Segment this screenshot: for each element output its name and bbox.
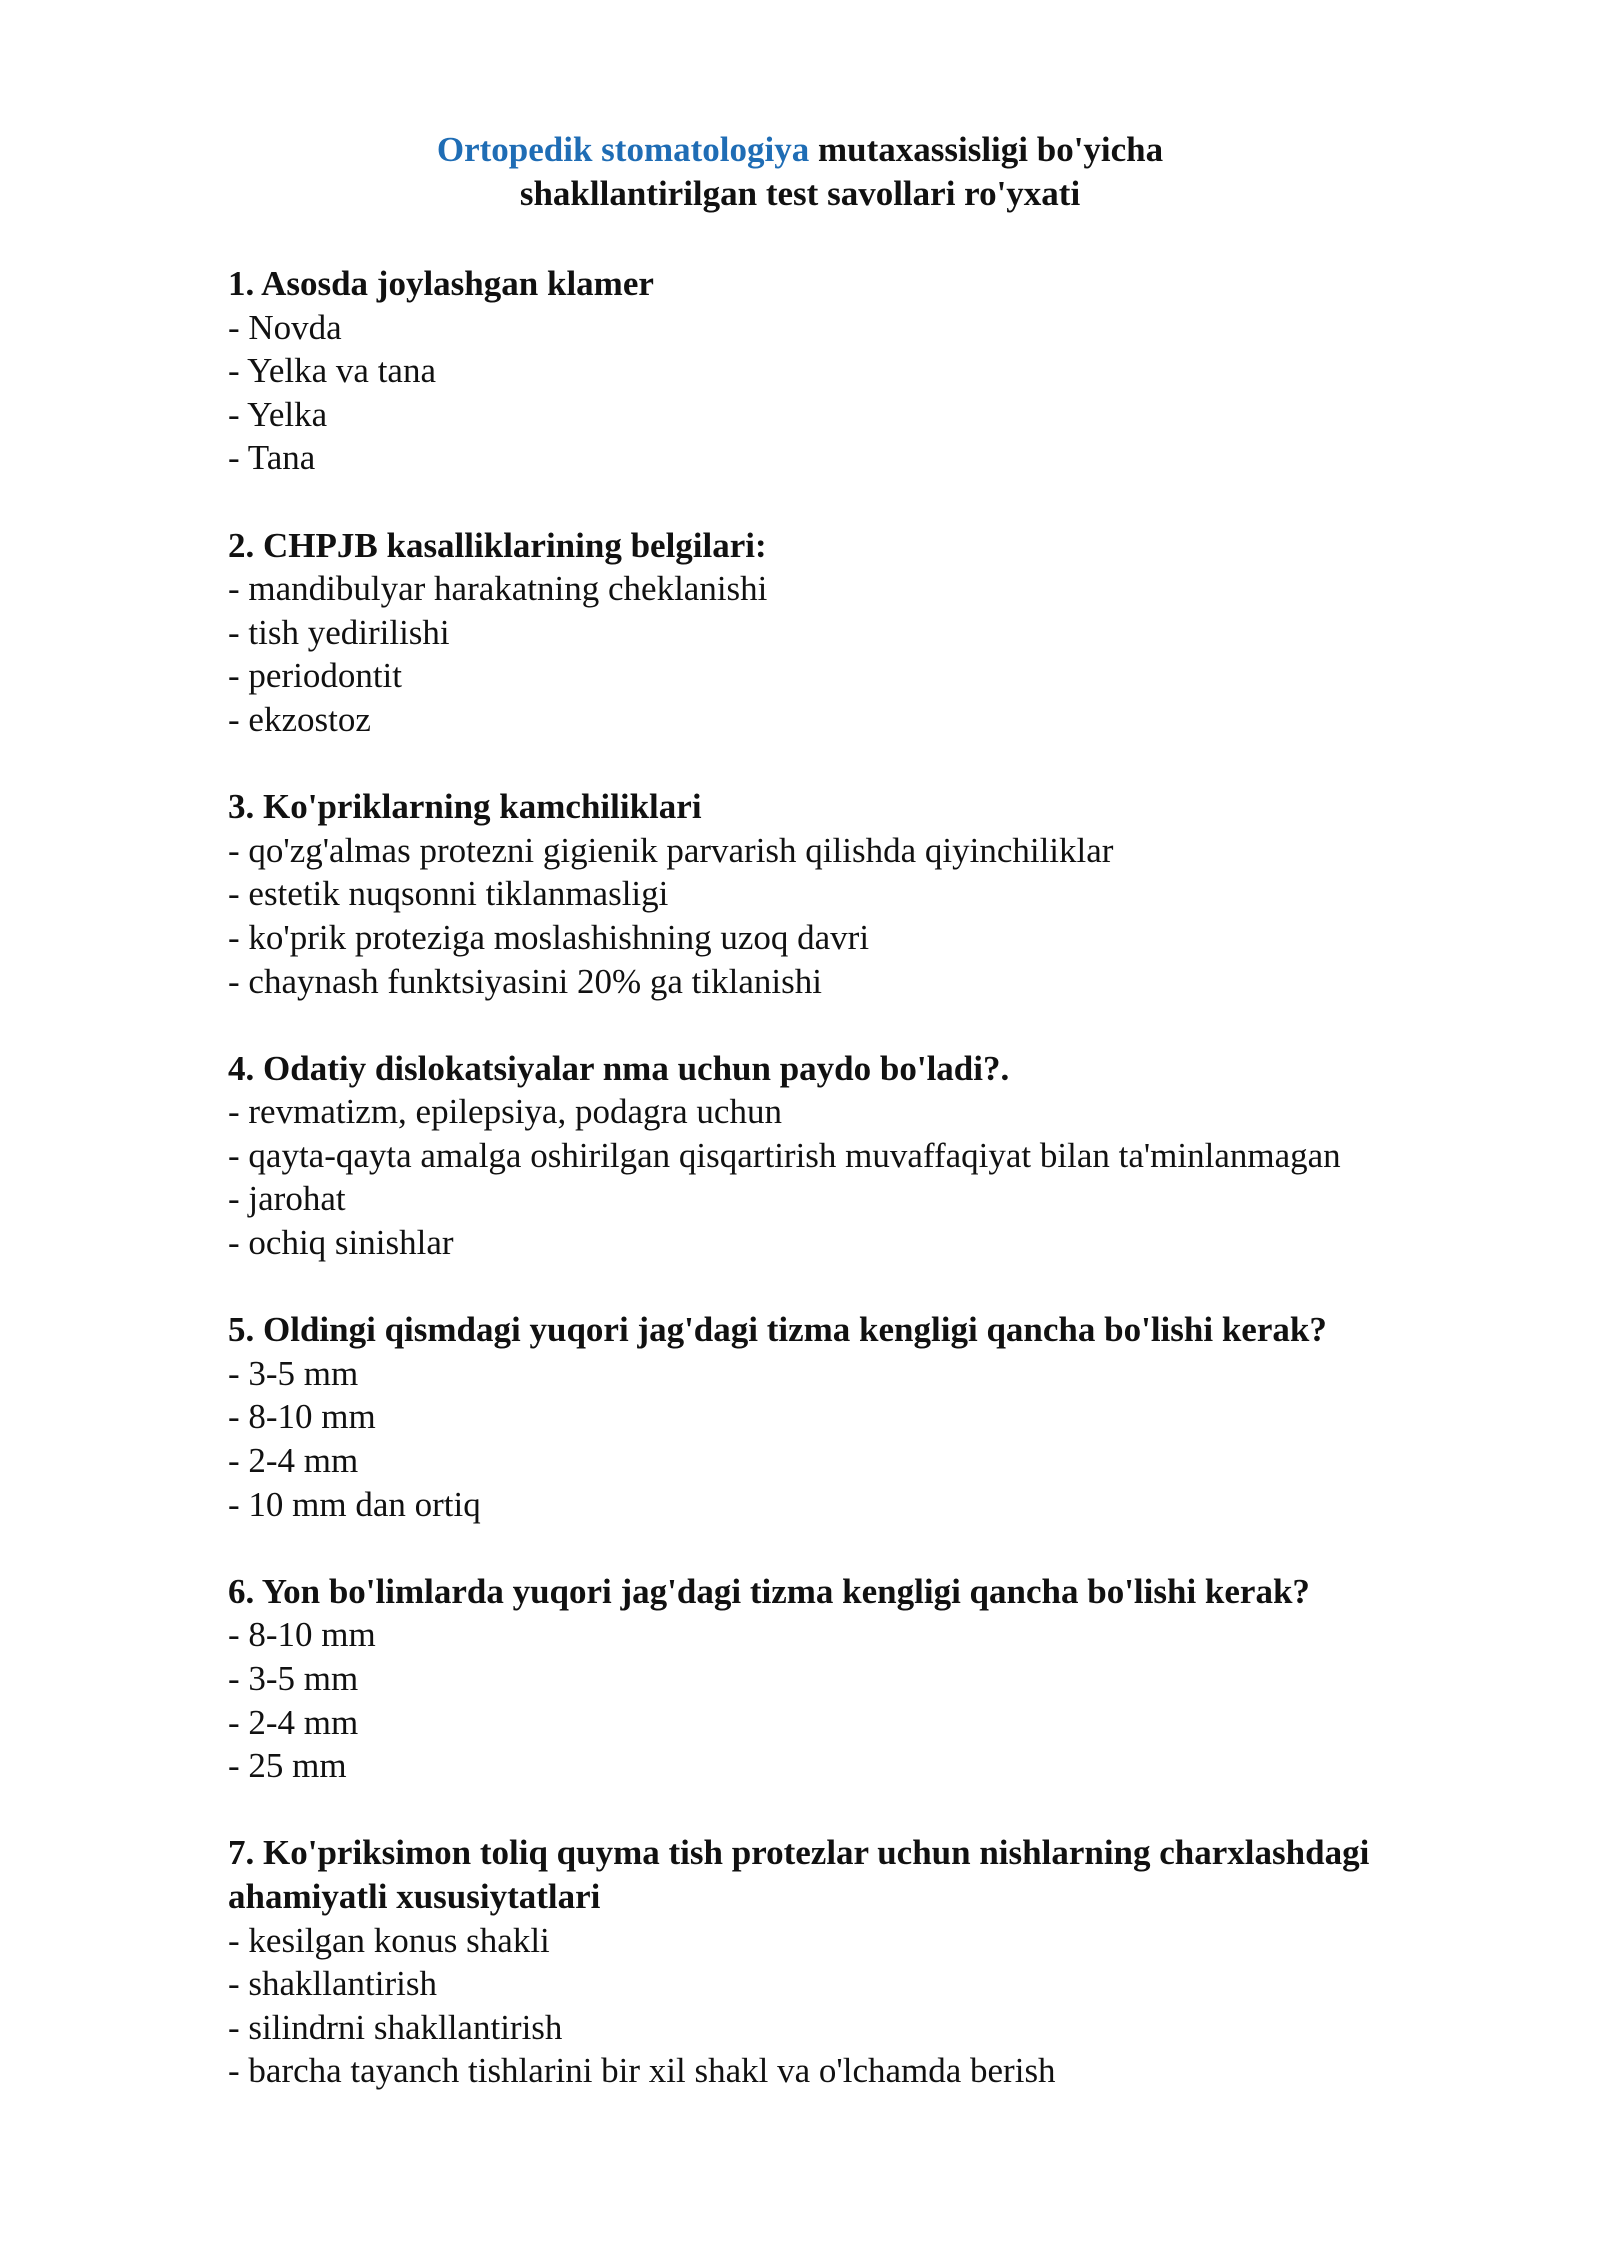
answer-option: - Tana	[228, 438, 316, 478]
answer-option: - 10 mm dan ortiq	[228, 1484, 481, 1524]
answer-option: - ochiq sinishlar	[228, 1223, 454, 1263]
title-line-2: shakllantirilgan test savollari ro'yxati	[519, 174, 1081, 213]
answer-option: - shakllantirish	[228, 1964, 437, 2004]
answer-option: - 2-4 mm	[228, 1441, 359, 1481]
answer-option: - 25 mm	[228, 1746, 347, 1786]
answer-option: - silindrni shakllantirish	[228, 2007, 563, 2047]
question-5	[228, 1308, 1528, 1526]
answer-option: - 3-5 mm	[228, 1659, 359, 1698]
answer-option: - Yelka va tana	[228, 351, 437, 391]
question-title: 7. Ko'priksimon toliq quyma tish protezlar uchun nishlarning charxlashdagi ahamiyatli xususiytatlari	[228, 1833, 1370, 1916]
answer-option: - estetik nuqsonni tiklanmasligi	[228, 874, 669, 914]
question-7	[228, 1831, 1528, 2093]
title-rest: mutaxassisligi bo'yicha	[809, 130, 1164, 169]
title-accent: Ortopedik stomatologiya	[436, 130, 810, 169]
answer-option: - 8-10 mm	[228, 1615, 376, 1655]
title-line-1	[0, 128, 1600, 172]
answer-option: - ko'prik proteziga moslashishning uzoq davri	[228, 917, 870, 957]
question-title: 6. Yon bo'limlarda yuqori jag'dagi tizma kengligi qancha bo'lishi kerak?	[228, 1571, 1310, 1611]
question-3	[228, 785, 1528, 1003]
question-title: 4. Odatiy dislokatsiyalar nma uchun paydo bo'ladi?.	[228, 1048, 1010, 1088]
answer-option: - kesilgan konus shakli	[228, 1920, 550, 1960]
question-title: 2. CHPJB kasalliklarining belgilari:	[228, 525, 767, 565]
answer-option: - 2-4 mm	[228, 1702, 359, 1742]
answer-option: - Novda	[228, 307, 342, 347]
answer-option: - qayta-qayta amalga oshirilgan qisqartirish muvaffaqiyat bilan ta'minlanmagan	[228, 1135, 1341, 1175]
question-list	[228, 262, 1528, 2137]
question-6	[228, 1570, 1528, 1788]
answer-option: - chaynash funktsiyasini 20% ga tiklanishi	[228, 961, 822, 1001]
answer-option: - 3-5 mm	[228, 1353, 359, 1393]
answer-option: - revmatizm, epilepsiya, podagra uchun	[228, 1092, 782, 1132]
question-4	[228, 1047, 1528, 1265]
answer-option: - ekzostoz	[228, 699, 371, 739]
question-1	[228, 262, 1528, 480]
answer-option: - Yelka	[228, 394, 328, 434]
answer-option: - tish yedirilishi	[228, 612, 450, 652]
question-2	[228, 524, 1528, 742]
answer-option: - qo'zg'almas protezni gigienik parvarish qilishda qiyinchiliklar	[228, 830, 1114, 870]
answer-option: - jarohat	[228, 1179, 346, 1219]
answer-option: - 8-10 mm	[228, 1397, 376, 1437]
document-title	[0, 128, 1600, 216]
question-title: 1. Asosda joylashgan klamer	[228, 264, 654, 303]
question-title: 3. Ko'priklarning kamchiliklari	[228, 787, 702, 827]
answer-option: - periodontit	[228, 656, 402, 696]
answer-option: - barcha tayanch tishlarini bir xil shakl va o'lchamda berish	[228, 2051, 1056, 2091]
answer-option: - mandibulyar harakatning cheklanishi	[228, 569, 768, 609]
question-title: 5. Oldingi qismdagi yuqori jag'dagi tizma kengligi qancha bo'lishi kerak?	[228, 1310, 1327, 1350]
